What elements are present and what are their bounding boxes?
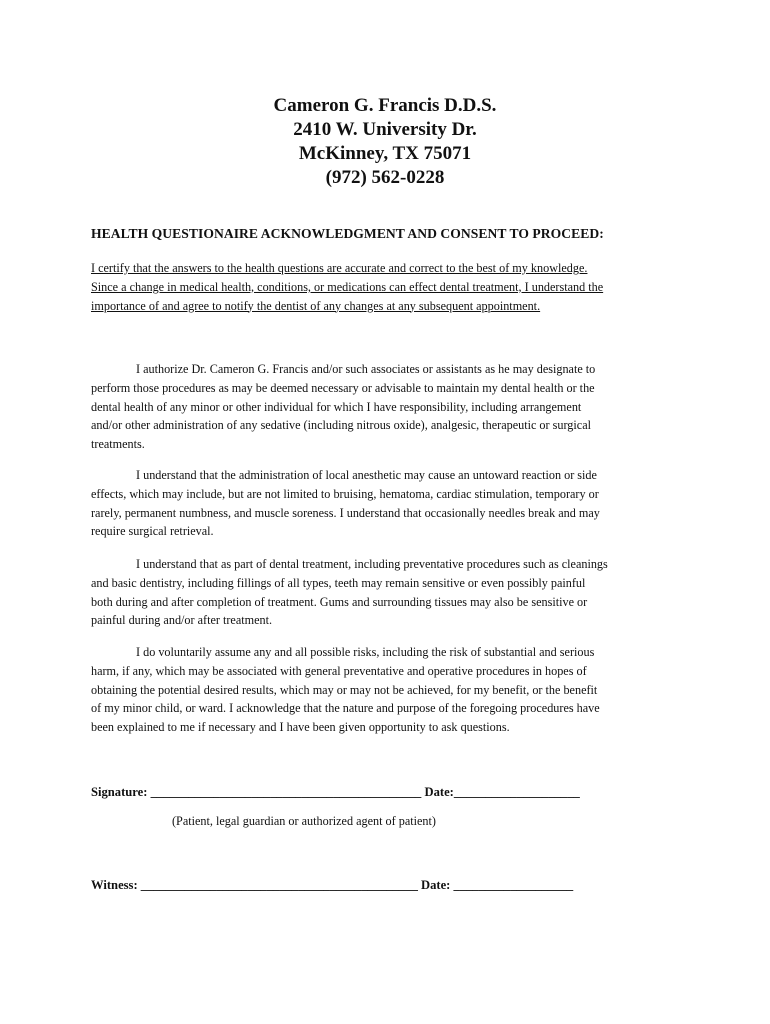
practice-street: 2410 W. University Dr. xyxy=(293,119,477,140)
paragraph-line: painful during and/or after treatment. xyxy=(91,613,273,628)
paragraph-line: harm, if any, which may be associated with general preventative and operative procedures in hopes of xyxy=(91,663,587,678)
paragraph-line: I authorize Dr. Cameron G. Francis and/or such associates or assistants as he may designate to xyxy=(136,362,596,376)
risk-acknowledgment-paragraph xyxy=(91,643,681,737)
paragraph-line: been explained to me if necessary and I have been given opportunity to ask questions. xyxy=(91,720,510,735)
signature-date-line[interactable]: Signature: ___________________________________________ Date:____________________ xyxy=(91,785,580,799)
witness-date-line[interactable]: Witness: ____________________________________________ Date: ___________________ xyxy=(91,878,574,892)
paragraph-line: obtaining the potential desired results, which may or may not be achieved, for my benefit, or the benefit xyxy=(91,682,598,697)
authorization-paragraph xyxy=(91,360,681,454)
practice-header xyxy=(0,94,770,190)
paragraph-line: and/or other administration of any sedative (including nitrous oxide), analgesic, therapeutic or surgical xyxy=(91,418,591,433)
paragraph-line: require surgical retrieval. xyxy=(91,524,214,539)
paragraph-line: I do voluntarily assume any and all possible risks, including the risk of substantial and serious xyxy=(136,645,595,659)
sensitivity-paragraph xyxy=(91,555,681,630)
paragraph-line: and basic dentistry, including fillings of all types, teeth may remain sensitive or even possibly painful xyxy=(91,575,586,590)
practice-phone: (972) 562-0228 xyxy=(325,167,445,188)
paragraph-line: rarely, permanent numbness, and muscle soreness. I understand that occasionally needles break and may xyxy=(91,505,600,520)
signer-role-note: (Patient, legal guardian or authorized agent of patient) xyxy=(172,814,436,828)
paragraph-line: dental health of any minor or other individual for which I have responsibility, including arrangement xyxy=(91,399,582,414)
section-title: HEALTH QUESTIONAIRE ACKNOWLEDGMENT AND CONSENT TO PROCEED: xyxy=(91,226,604,241)
paragraph-line: I understand that the administration of local anesthetic may cause an untoward reaction or side xyxy=(136,468,597,482)
certify-line: importance of and agree to notify the dentist of any changes at any subsequent appointment. xyxy=(91,298,541,313)
certify-line: I certify that the answers to the health questions are accurate and correct to the best of my knowledge. xyxy=(91,261,588,275)
paragraph-line: treatments. xyxy=(91,437,145,452)
practice-city: McKinney, TX 75071 xyxy=(298,143,472,164)
anesthetic-paragraph xyxy=(91,466,681,541)
certify-line: Since a change in medical health, conditions, or medications can effect dental treatment, I understand the xyxy=(91,279,604,294)
paragraph-line: perform those procedures as may be deemed necessary or advisable to maintain my dental health or the xyxy=(91,380,595,395)
paragraph-line: effects, which may include, but are not limited to bruising, hematoma, cardiac stimulation, temporary or xyxy=(91,486,599,501)
paragraph-line: of my minor child, or ward. I acknowledge that the nature and purpose of the foregoing procedures have xyxy=(91,701,600,716)
paragraph-line: both during and after completion of treatment. Gums and surrounding tissues may also be sensitive or xyxy=(91,594,588,609)
certification-statement xyxy=(91,259,681,315)
practice-name: Cameron G. Francis D.D.S. xyxy=(273,95,497,116)
paragraph-line: I understand that as part of dental treatment, including preventative procedures such as cleanings xyxy=(136,557,608,571)
